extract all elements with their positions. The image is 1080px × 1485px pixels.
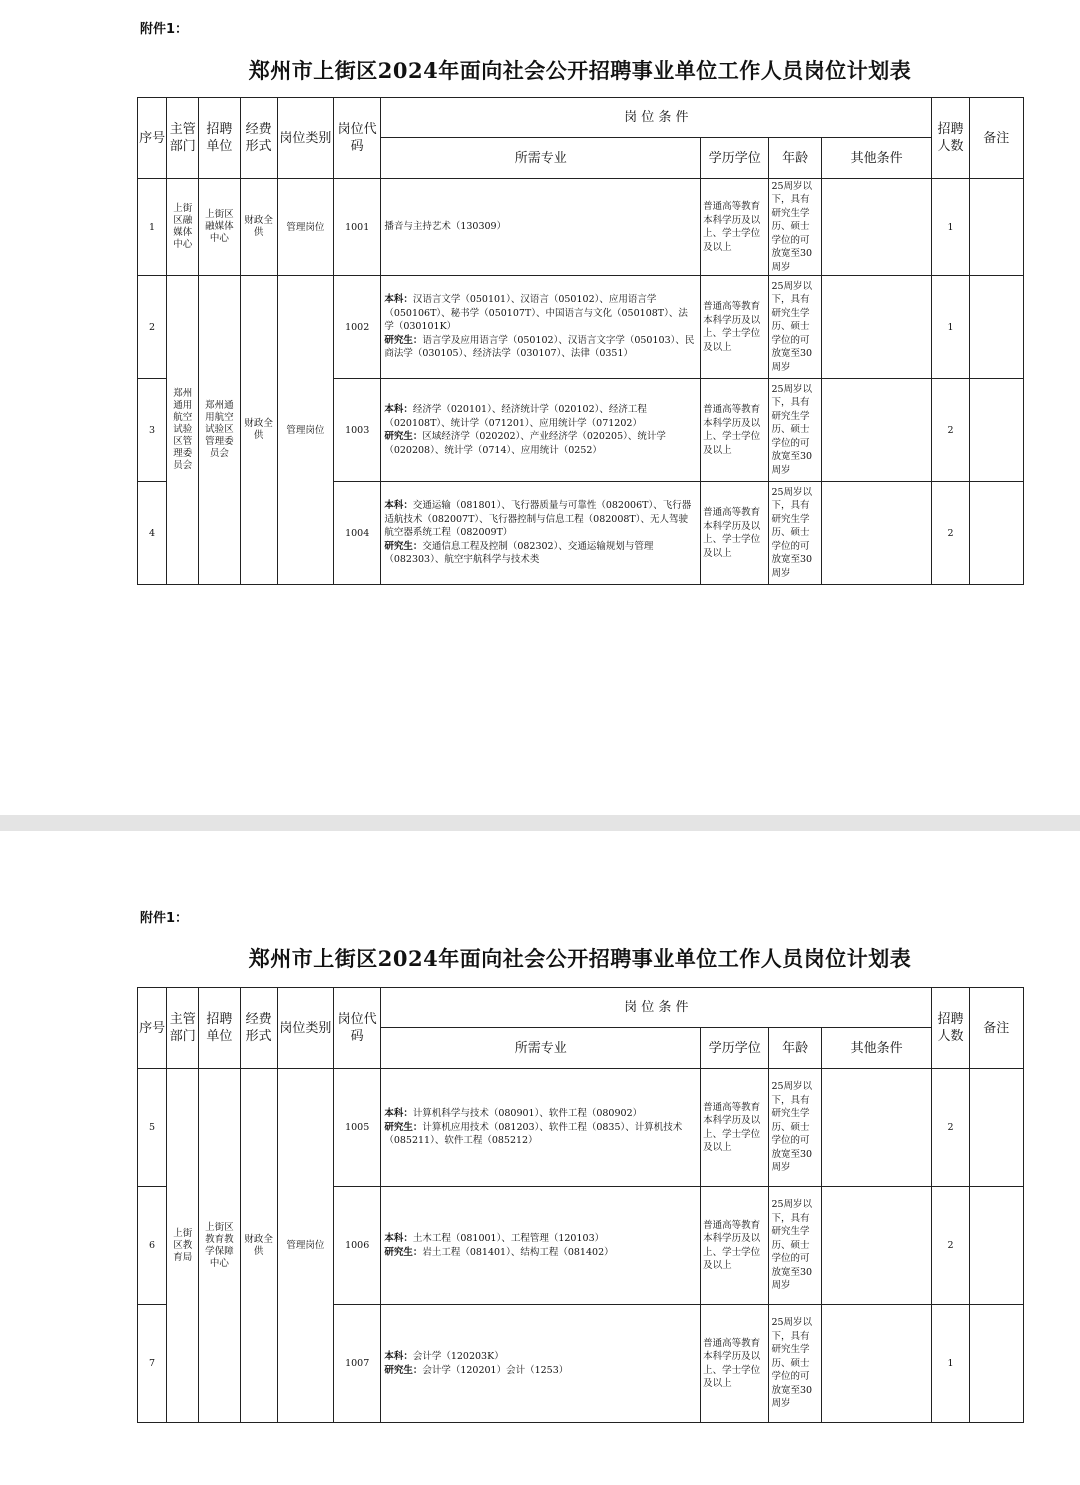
cell-age: 25周岁以下，具有研究生学历、硕士学位的可放宽至30周岁 [769, 482, 821, 585]
grad-label: 研究生： [384, 1364, 423, 1376]
cell-other [821, 276, 932, 379]
grad-label: 研究生： [384, 1246, 423, 1258]
undergrad-label: 本科： [384, 404, 413, 415]
page-separator [0, 815, 1080, 831]
cell-major [381, 379, 701, 482]
cell-major [381, 276, 701, 379]
grad-label: 研究生： [384, 431, 423, 442]
undergrad-label: 本科： [384, 1108, 413, 1120]
header-category: 岗位类别 [277, 988, 333, 1069]
grad-majors: 区域经济学（020202）、产业经济学（020205）、统计学（020208）、统计学（0714）、应用统计（0252） [384, 431, 666, 456]
cell-count: 2 [932, 1187, 969, 1305]
header-seq: 序号 [138, 98, 167, 179]
cell-dept: 上街区融媒体中心 [167, 179, 199, 276]
header-fund: 经费形式 [240, 98, 277, 179]
cell-unit: 上街区教育教学保障中心 [199, 1069, 240, 1423]
cell-remark [969, 276, 1023, 379]
grad-majors: 交通信息工程及控制（082302）、交通运输规划与管理（082303）、航空宇航科学与技术类 [384, 540, 654, 566]
cell-count: 2 [932, 1069, 969, 1187]
cell-age: 25周岁以下，具有研究生学历、硕士学位的可放宽至30周岁 [769, 1305, 821, 1423]
cell-code: 1006 [334, 1187, 381, 1305]
cell-edu: 普通高等教育本科学历及以上、学士学位及以上 [701, 1187, 769, 1305]
cell-unit: 郑州通用航空试验区管理委员会 [199, 276, 240, 585]
header-row [138, 988, 1024, 1028]
cell-seq: 6 [138, 1187, 167, 1305]
table-row [138, 1069, 1024, 1187]
header-other: 其他条件 [821, 138, 932, 179]
grad-majors: 计算机应用技术（081203）、软件工程（0835）、计算机技术（085211）、软件工程（085212） [384, 1121, 683, 1147]
cell-age: 25周岁以下，具有研究生学历、硕士学位的可放宽至30周岁 [769, 1187, 821, 1305]
cell-age: 25周岁以下，具有研究生学历、硕士学位的可放宽至30周岁 [769, 179, 821, 276]
cell-edu: 普通高等教育本科学历及以上、学士学位及以上 [701, 482, 769, 585]
undergrad-label: 本科： [384, 1233, 413, 1244]
cell-major [381, 1187, 701, 1305]
header-dept: 主管部门 [167, 98, 199, 179]
header-edu: 学历学位 [701, 1028, 769, 1069]
cell-remark [969, 179, 1023, 276]
cell-code: 1002 [334, 276, 381, 379]
cell-seq: 1 [138, 179, 167, 276]
grad-label: 研究生： [384, 540, 423, 552]
document-title: 郑州市上街区2024年面向社会公开招聘事业单位工作人员岗位计划表 [248, 946, 912, 971]
undergrad-majors: 土木工程（081001）、工程管理（120103） [412, 1233, 605, 1244]
cell-code: 1004 [334, 482, 381, 585]
cell-edu: 普通高等教育本科学历及以上、学士学位及以上 [701, 1069, 769, 1187]
position-plan-table [137, 97, 1024, 585]
grad-majors: 语言学及应用语言学（050102）、汉语言文字学（050103）、民商法学（030105）、经济法学（030107）、法律（0351） [384, 334, 695, 360]
cell-remark [969, 1069, 1023, 1187]
cell-seq: 7 [138, 1305, 167, 1423]
attachment-label: 附件1： [140, 911, 189, 926]
undergrad-label: 本科： [384, 294, 413, 306]
cell-remark [969, 482, 1023, 585]
cell-count: 1 [932, 276, 969, 379]
cell-remark [969, 1305, 1023, 1423]
header-unit: 招聘单位 [199, 988, 240, 1069]
cell-remark [969, 379, 1023, 482]
cell-major: 播音与主持艺术（130309） [381, 179, 701, 276]
cell-fund: 财政全供 [240, 179, 277, 276]
header-seq: 序号 [138, 988, 167, 1069]
cell-other [821, 1069, 932, 1187]
cell-unit: 上街区融媒体中心 [199, 179, 240, 276]
cell-edu: 普通高等教育本科学历及以上、学士学位及以上 [701, 276, 769, 379]
cell-other [821, 379, 932, 482]
cell-dept: 郑州通用航空试验区管理委员会 [167, 276, 199, 585]
cell-seq: 2 [138, 276, 167, 379]
cell-count: 1 [932, 179, 969, 276]
cell-code: 1007 [334, 1305, 381, 1423]
attachment-label: 附件1： [140, 22, 189, 37]
header-fund: 经费形式 [240, 988, 277, 1069]
header-major: 所需专业 [381, 1028, 701, 1069]
cell-seq: 3 [138, 379, 167, 482]
header-conditions: 岗 位 条 件 [381, 98, 932, 138]
table-row [138, 276, 1024, 379]
header-row [138, 98, 1024, 138]
header-code: 岗位代码 [334, 98, 381, 179]
undergrad-label: 本科： [384, 500, 413, 512]
cell-category: 管理岗位 [277, 1069, 333, 1423]
undergrad-majors: 会计学（120203K） [412, 1351, 504, 1362]
grad-majors: 岩土工程（081401）、结构工程（081402） [422, 1246, 614, 1258]
header-edu: 学历学位 [701, 138, 769, 179]
header-category: 岗位类别 [277, 98, 333, 179]
undergrad-majors: 交通运输（081801）、飞行器质量与可靠性（082006T）、飞行器适航技术（082007T）、飞行器控制与信息工程（082008T）、无人驾驶航空器系统工程（082009T） [384, 500, 692, 539]
grad-label: 研究生： [384, 1121, 423, 1133]
cell-code: 1001 [334, 179, 381, 276]
cell-category: 管理岗位 [277, 179, 333, 276]
grad-label: 研究生： [384, 334, 423, 346]
cell-age: 25周岁以下，具有研究生学历、硕士学位的可放宽至30周岁 [769, 379, 821, 482]
undergrad-label: 本科： [384, 1351, 413, 1362]
header-count: 招聘人数 [932, 98, 969, 179]
undergrad-majors: 计算机科学与技术（080901）、软件工程（080902） [412, 1108, 643, 1120]
cell-other [821, 482, 932, 585]
cell-seq: 5 [138, 1069, 167, 1187]
cell-major [381, 1305, 701, 1423]
document-page-2 [0, 831, 1080, 1485]
grad-majors: 会计学（120201）会计（1253） [422, 1364, 569, 1376]
cell-category: 管理岗位 [277, 276, 333, 585]
cell-age: 25周岁以下，具有研究生学历、硕士学位的可放宽至30周岁 [769, 276, 821, 379]
cell-edu: 普通高等教育本科学历及以上、学士学位及以上 [701, 379, 769, 482]
cell-edu: 普通高等教育本科学历及以上、学士学位及以上 [701, 179, 769, 276]
cell-seq: 4 [138, 482, 167, 585]
cell-fund: 财政全供 [240, 276, 277, 585]
header-unit: 招聘单位 [199, 98, 240, 179]
cell-fund: 财政全供 [240, 1069, 277, 1423]
cell-other [821, 1305, 932, 1423]
document-title: 郑州市上街区2024年面向社会公开招聘事业单位工作人员岗位计划表 [248, 58, 912, 83]
cell-other [821, 1187, 932, 1305]
cell-code: 1003 [334, 379, 381, 482]
cell-major [381, 482, 701, 585]
table-row [138, 179, 1024, 276]
cell-major [381, 1069, 701, 1187]
header-code: 岗位代码 [334, 988, 381, 1069]
cell-other [821, 179, 932, 276]
header-dept: 主管部门 [167, 988, 199, 1069]
cell-edu: 普通高等教育本科学历及以上、学士学位及以上 [701, 1305, 769, 1423]
cell-code: 1005 [334, 1069, 381, 1187]
cell-dept: 上街区教育局 [167, 1069, 199, 1423]
cell-remark [969, 1187, 1023, 1305]
header-other: 其他条件 [821, 1028, 932, 1069]
header-age: 年龄 [769, 1028, 821, 1069]
cell-count: 2 [932, 379, 969, 482]
header-major: 所需专业 [381, 138, 701, 179]
undergrad-majors: 经济学（020101）、经济统计学（020102）、经济工程（020108T）、统计学（071201）、应用统计学（071202） [384, 404, 647, 429]
position-plan-table [137, 987, 1024, 1423]
undergrad-majors: 汉语言文学（050101）、汉语言（050102）、应用语言学（050106T）、秘书学（050107T）、中国语言与文化（050108T）、法学（030101K） [384, 294, 688, 333]
header-count: 招聘人数 [932, 988, 969, 1069]
cell-count: 1 [932, 1305, 969, 1423]
header-age: 年龄 [769, 138, 821, 179]
cell-count: 2 [932, 482, 969, 585]
header-remark: 备注 [969, 98, 1023, 179]
header-conditions: 岗 位 条 件 [381, 988, 932, 1028]
cell-age: 25周岁以下，具有研究生学历、硕士学位的可放宽至30周岁 [769, 1069, 821, 1187]
header-remark: 备注 [969, 988, 1023, 1069]
